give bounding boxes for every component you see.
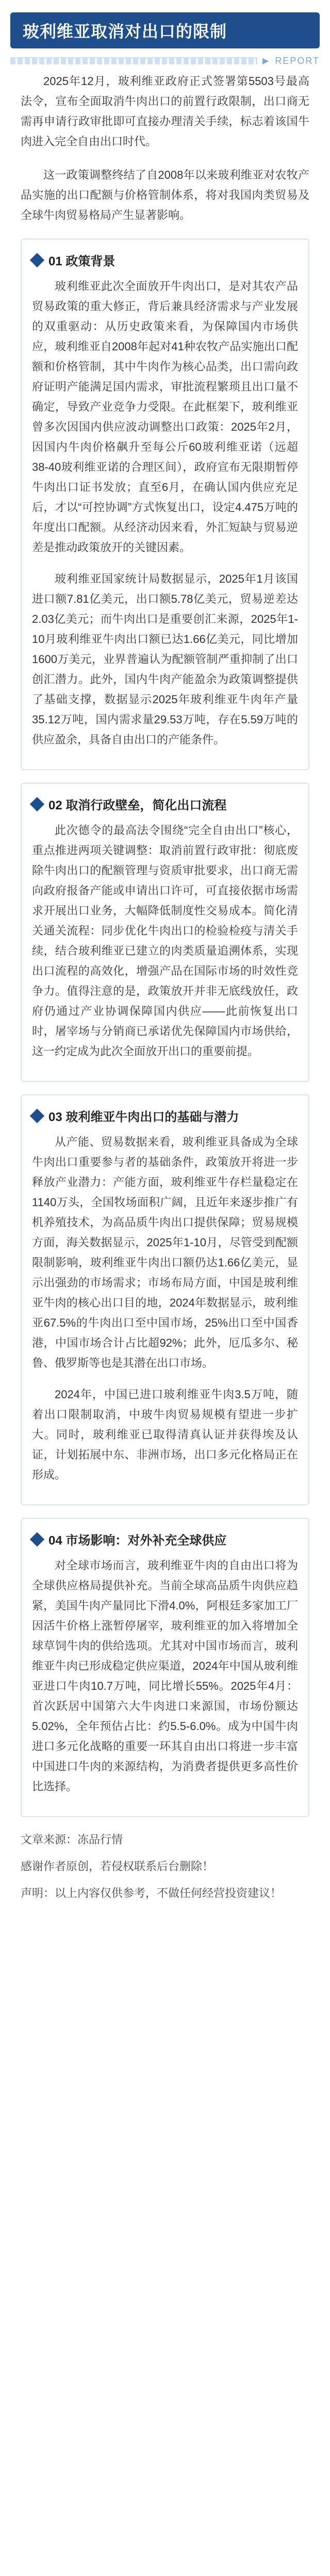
article-header (10, 12, 320, 68)
section-title: 03 玻利维亚牛肉出口的基础与潜力 (48, 1110, 239, 1124)
section-title: 02 取消行政壁垒，简化出口流程 (48, 799, 227, 812)
diamond-bullet-icon (30, 1108, 44, 1123)
report-strip (10, 54, 320, 68)
intro-paragraph-1: 2025年12月，玻利维亚政府正式签署第5503号最高法令，宣布全面取消牛肉出口的前置行政限制，出口商无需再申请行政审批即可直接办理清关手续，标志着该国牛肉进入完全自由出口时代。 (21, 75, 309, 148)
arrow-right-icon: ▶ (262, 57, 270, 65)
diamond-bullet-icon (30, 1532, 44, 1546)
section-paragraph: 玻利维亚国家统计局数据显示，2025年1月该国进口额7.81亿美元，出口额5.78亿美元，贸易逆差达2.03亿美元；而牛肉出口是重要创汇来源，2025年1-10月玻利维亚牛肉出口额已达1.66亿美元，同比增加1600万美元，业界普遍认为配额管制严重抑制了出口创汇潜力。此外，国内牛肉产能盈余为政策调整提供了基础支撑，数据显示2025年玻利维亚牛肉年产量35.12万吨，国内需求量29.53万吨，存在5.59万吨的供应盈余，具备自由出口的产能条件。 (32, 572, 298, 746)
section-market-impact (21, 1518, 309, 1817)
article-source: 文章来源：冻品行情 (21, 1833, 123, 1846)
intro-paragraph-2: 这一政策调整终结了自2008年以来玻利维亚对农牧产品实施的出口配额与价格管制体系，将对我国肉类贸易及全球牛肉贸易格局产生显著影响。 (21, 168, 309, 222)
section-paragraph: 对全球市场而言，玻利维亚牛肉的自由出口将为全球供应格局提供补充。当前全球高品质牛肉供应趋紧，美国牛肉产量同比下滑4.0%，阿根廷多家加工厂因活牛价格上涨暂停屠宰，玻利维亚的加入将增加全球草饲牛肉的供给选项。尤其对中国市场而言，玻利维亚牛肉已形成稳定供应渠道，2024年中国从玻利维亚进口牛肉10.7万吨，同比增长55%。2025年4月：首次跃居中国第六大牛肉进口来源国，市场份额达5.02%，全年预估占比：约5.5-6.0%。成为中国牛肉进口多元化战略的重要一环其自由出口将进一步丰富中国进口牛肉的来源结构，为消费者提供更多高性价比选择。 (32, 1559, 298, 1793)
thanks-note: 感谢作者原创，若侵权联系后台删除！ (21, 1860, 214, 1873)
section-remove-barriers (21, 783, 309, 1082)
section-heading (32, 251, 298, 269)
section-heading (32, 1107, 298, 1125)
section-export-potential (21, 1094, 309, 1505)
section-heading (32, 795, 298, 813)
section-paragraph: 2024年，中国已进口玻利维亚牛肉3.5万吨，随着出口限制取消，中玻牛肉贸易规模有望进一步扩大。同时，玻利维亚已取得清真认证并获得埃及认证，计划拓展中东、非洲市场，出口多元化格局正在形成。 (32, 1388, 298, 1481)
article-body (21, 71, 309, 1904)
article-title: 玻利维亚取消对出口的限制 (23, 22, 227, 41)
title-banner (10, 12, 320, 48)
section-heading (32, 1530, 298, 1548)
section-paragraph: 此次德令的最高法令围绕“完全自由出口”核心，重点推进两项关键调整：取消前置行政审批：彻底废除牛肉出口的配额管理与资质审批要求，出口商无需向政府报备产能或申请出口许可，可直接依据市场需求开展出口业务，大幅降低制度性交易成本。简化清关通关流程：同步优化牛肉出口的检验检疫与清关手续，结合玻利维亚已建立的肉类质量追溯体系，实现出口流程的高效化，增强产品在国际市场的时效性竞争力。值得注意的是，政策放开并非无底线放任，政府仍通过产业协调保障国内供应——此前恢复出口时，屠宰场与分销商已承诺优先保障国内市场供给，这一约定成为此次全面放开出口的重要前提。 (32, 824, 298, 1058)
section-title: 01 政策背景 (48, 255, 116, 268)
decorative-lines (10, 57, 257, 64)
diamond-bullet-icon (30, 252, 44, 267)
disclaimer: 声明：以上内容仅供参考，不做任何经营投资建议！ (21, 1887, 282, 1900)
section-paragraph: 从产能、贸易数据来看，玻利维亚具备成为全球牛肉出口重要参与者的基础条件，政策放开将进一步释放产业潜力：产能方面，玻利维亚牛存栏量稳定在1140万头，全国牧场面积广阔，且近年来逐步推广有机养殖技术，为高品质牛肉出口提供保障；贸易规模方面，海关数据显示，2025年1-10月，尽管受到配额限制影响，玻利维亚牛肉出口额仍达1.66亿美元，显示出强劲的市场需求；市场布局方面，中国是玻利维亚牛肉的核心出口目的地，2024年数据显示，玻利维亚67.5%的牛肉出口至中国市场，25%出口至中国香港，中国市场合计占比超92%；此外，厄瓜多尔、秘鲁、俄罗斯等也是其潜在出口市场。 (32, 1136, 298, 1369)
section-title: 04 市场影响：对外补充全球供应 (48, 1534, 227, 1548)
diamond-bullet-icon (30, 796, 44, 811)
section-policy-background (21, 239, 309, 770)
section-paragraph: 玻利维亚此次全面放开牛肉出口，是对其农产品贸易政策的重大修正，背后兼具经济需求与产业发展的双重驱动：从历史政策来看，为保障国内市场供应，玻利维亚自2008年起对41种农牧产品实施出口配额和价格管制，其中牛肉作为核心品类，出口需向政府证明产能满足国内需求，审批流程繁琐且出口量不确定，导致产业竞争力受限。在此框架下，玻利维亚曾多次因国内供应波动调整出口政策：2025年2月，因国内牛肉价格飙升至每公斤60玻利维亚诺（远超38-40玻利维亚诺的合理区间），政府宣布无限期暂停牛肉出口证书发放；直至6月，在确认国内供应充足后，才以“可控协调”方式恢复出口，设定4.475万吨的年度出口配额。从经济动因来看，外汇短缺与贸易逆差是推动政策放开的关键因素。 (32, 280, 298, 554)
report-label: REPORT (275, 55, 320, 66)
